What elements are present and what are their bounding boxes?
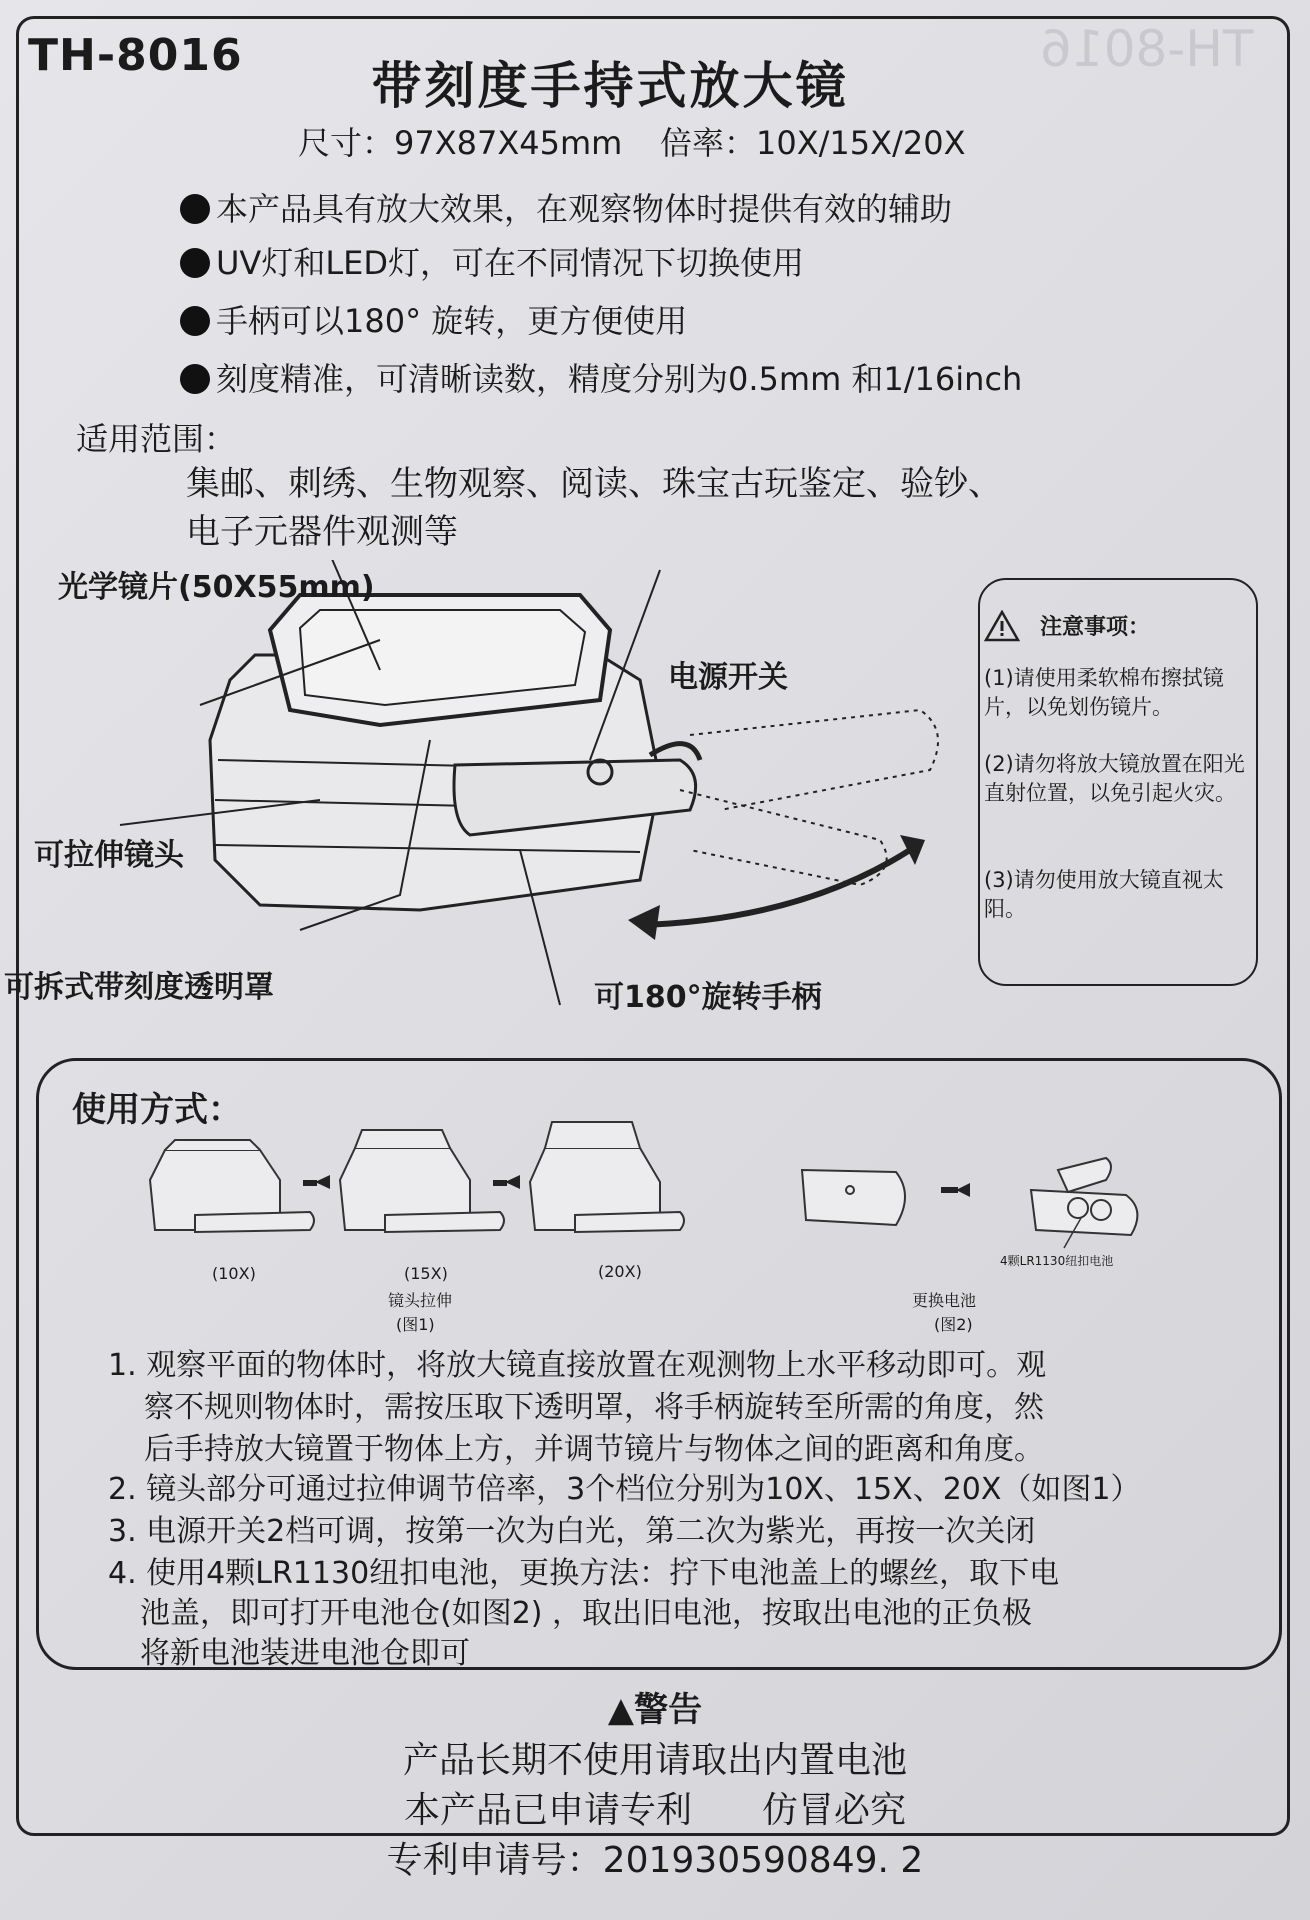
usage-step-line: 2. 镜头部分可通过拉伸调节倍率，3个档位分别为10X、15X、20X（如图1） xyxy=(108,1472,1141,1507)
telescopic-lens-label: 可拉伸镜头 xyxy=(34,838,184,873)
power-switch-label: 电源开关 xyxy=(668,660,788,695)
notice-title: 注意事项： xyxy=(1040,615,1151,640)
feature-item: 刻度精准，可清晰读数，精度分别为0.5mm 和1/16inch xyxy=(180,354,1022,400)
usage-step-line: 将新电池装进电池仓即可 xyxy=(140,1636,470,1671)
warning-title: ▲警告 xyxy=(607,1690,703,1730)
model-number: TH-8016 xyxy=(28,30,243,81)
battery-label: 4颗LR1130纽扣电池 xyxy=(1000,1254,1114,1268)
magnifier-diagram xyxy=(0,560,980,1030)
fig1-caption: 镜头拉伸 xyxy=(388,1291,453,1310)
bullet-icon xyxy=(180,194,210,224)
magnification-spec: 倍率：10X/15X/20X xyxy=(660,124,966,162)
battery-warning: 产品长期不使用请取出内置电池 xyxy=(402,1740,907,1781)
lens-label: 光学镜片(50X55mm) xyxy=(58,570,375,605)
figure1-illustration xyxy=(140,1120,700,1250)
usage-title: 使用方式： xyxy=(72,1090,242,1130)
fig1-label-10x: (10X) xyxy=(212,1264,256,1283)
figure2-illustration xyxy=(796,1150,1156,1260)
warning-triangle-icon xyxy=(984,610,1020,642)
transparent-cover-label: 可拆式带刻度透明罩 xyxy=(4,970,274,1005)
feature-item: 本产品具有放大效果，在观察物体时提供有效的辅助 xyxy=(180,184,952,230)
usage-step-line: 池盖，即可打开电池仓(如图2) ，取出旧电池，按取出电池的正负极 xyxy=(140,1596,1033,1631)
page-title: 带刻度手持式放大镜 xyxy=(371,57,849,115)
usage-step-line: 4. 使用4颗LR1130纽扣电池，更换方法：拧下电池盖上的螺丝，取下电 xyxy=(108,1556,1060,1591)
range-title: 适用范围： xyxy=(76,420,237,458)
size-spec: 尺寸：97X87X45mm xyxy=(298,124,623,162)
patent-notice: 本产品已申请专利 仿冒必究 xyxy=(403,1790,907,1831)
usage-step-line: 1. 观察平面的物体时，将放大镜直接放置在观测物上水平移动即可。观 xyxy=(108,1348,1047,1383)
bullet-icon xyxy=(180,364,210,394)
rotating-handle-label: 可180°旋转手柄 xyxy=(594,980,822,1015)
fig1-label-15x: (15X) xyxy=(404,1264,448,1283)
usage-step-line: 察不规则物体时，需按压取下透明罩，将手柄旋转至所需的角度，然 xyxy=(144,1390,1044,1425)
notice-item: (3)请勿使用放大镜直视太阳。 xyxy=(984,868,1224,921)
feature-item: UV灯和LED灯，可在不同情况下切换使用 xyxy=(180,238,804,284)
range-line: 集邮、刺绣、生物观察、阅读、珠宝古玩鉴定、验钞、 xyxy=(186,464,1002,504)
feature-item: 手柄可以180° 旋转，更方便使用 xyxy=(180,296,687,342)
fig1-label-20x: (20X) xyxy=(598,1262,642,1281)
bleed-through-model: TH-8016 xyxy=(1040,20,1254,78)
usage-step-line: 3. 电源开关2档可调，按第一次为白光，第二次为紫光，再按一次关闭 xyxy=(108,1514,1036,1549)
patent-number: 专利申请号：201930590849. 2 xyxy=(386,1840,924,1881)
bullet-icon xyxy=(180,306,210,336)
range-line: 电子元器件观测等 xyxy=(186,512,458,552)
bullet-icon xyxy=(180,248,210,278)
usage-step-line: 后手持放大镜置于物体上方，并调节镜片与物体之间的距离和角度。 xyxy=(144,1432,1044,1467)
fig2-caption: 更换电池 xyxy=(912,1291,977,1310)
fig2-number: (图2) xyxy=(934,1315,973,1334)
notice-item: (1)请使用柔软棉布擦拭镜片，以免划伤镜片。 xyxy=(984,666,1224,719)
fig1-number: (图1) xyxy=(396,1315,435,1334)
notice-item: (2)请勿将放大镜放置在阳光直射位置，以免引起火灾。 xyxy=(984,752,1245,805)
